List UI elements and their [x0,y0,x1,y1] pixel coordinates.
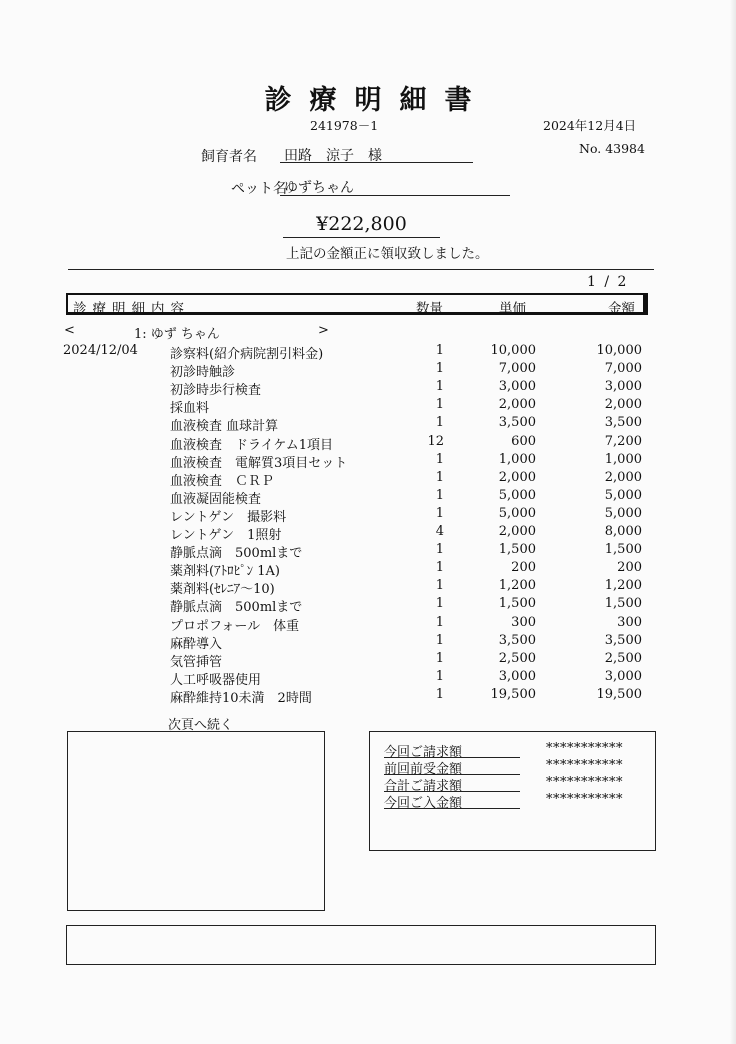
row-amount: 1,000 [604,451,642,467]
row-unit-price: 3,000 [498,668,536,684]
row-name: プロポフォール 体重 [170,618,300,634]
row-amount: 7,200 [604,433,642,449]
row-name: 採血料 [170,401,210,417]
section-left-arrow: < [64,323,75,338]
header-qty: 数量 [416,301,443,317]
row-unit-price: 1,200 [498,578,536,594]
page-number: 1 / 2 [587,274,629,290]
summary-row [384,741,644,758]
summary-row [384,792,644,809]
row-name: 人工呼吸器使用 [170,672,262,688]
table-row [0,379,736,397]
row-name: レントゲン 撮影料 [170,509,287,525]
row-qty: 1 [435,596,444,612]
row-unit-price: 2,000 [498,524,536,539]
row-unit-price: 1,500 [498,596,536,612]
row-unit-price: 3,000 [498,379,536,395]
row-amount: 1,500 [604,596,642,612]
row-qty: 1 [435,361,444,377]
row-name: 血液検査 ＣＲＰ [170,473,275,489]
table-row [0,434,736,452]
row-qty: 1 [435,415,444,431]
row-name: 診察料(紹介病院割引料金) [170,347,324,362]
row-amount: 3,000 [604,379,642,395]
summary-label: 今回ご請求額 [384,741,520,758]
table-row [0,651,736,669]
row-name: 血液検査 電解質3項目セット [170,455,348,471]
summary-label: 合計ご請求額 [384,775,520,792]
table-row [0,415,736,433]
row-name: 薬剤料(ｱﾄﾛﾋﾟﾝ 1A) [170,564,280,580]
table-row [0,578,736,596]
row-name: 静脈点滴 500mlまで [170,600,303,616]
summary-row [384,758,644,775]
issue-date: 2024年12月4日 [543,118,637,133]
row-amount: 2,000 [604,397,642,413]
row-date: 2024/12/04 [63,343,138,358]
row-amount: 7,000 [604,361,642,377]
summary-value: *********** [546,775,623,790]
row-qty: 1 [435,668,444,684]
summary-value: *********** [546,758,623,773]
table-row [0,596,736,614]
table-row [0,397,736,415]
remarks-box [67,731,325,911]
row-qty: 1 [435,451,444,467]
row-qty: 1 [435,686,444,702]
owner-name-field [280,145,473,163]
row-qty: 1 [435,560,444,576]
table-row [0,560,736,578]
table-row [0,615,736,633]
row-name: 初診時歩行検査 [170,383,262,399]
receipt-text: 上記の金額正に領収致しました。 [286,246,489,262]
table-row [0,633,736,651]
row-qty: 1 [435,343,444,358]
row-name: レントゲン 1照射 [170,528,282,543]
row-qty: 1 [435,578,444,594]
row-name: 麻酔導入 [170,636,223,652]
summary-row [384,775,644,792]
row-qty: 1 [435,379,444,395]
row-amount: 19,500 [596,686,642,702]
row-unit-price: 7,000 [498,361,536,377]
row-amount: 10,000 [596,343,642,358]
table-row [0,669,736,687]
row-qty: 1 [435,487,444,503]
row-amount: 3,500 [604,632,642,648]
row-amount: 300 [617,614,642,630]
row-name: 血液検査 ドライケム1項目 [170,437,333,453]
pet-name-field [280,177,510,196]
row-unit-price: 300 [511,614,536,630]
row-unit-price: 600 [511,433,536,449]
row-qty: 1 [435,614,444,630]
row-unit-price: 3,500 [498,632,536,648]
row-amount: 2,000 [604,469,642,485]
pet-section-label: 1: ゆず ちゃん [134,327,220,342]
total-amount: ¥222,800 [283,213,440,238]
owner-name: 田路 涼子 様 [284,148,382,164]
table-row [0,488,736,506]
row-name: 血液凝固能検査 [170,491,262,507]
row-amount: 5,000 [604,487,642,503]
summary-box [369,731,656,851]
table-row [0,343,736,361]
row-unit-price: 5,000 [498,487,536,503]
table-row [0,524,736,542]
section-right-arrow: > [318,323,329,338]
row-unit-price: 200 [511,560,536,576]
table-row [0,687,736,705]
row-amount: 1,200 [604,578,642,594]
row-amount: 3,000 [604,668,642,684]
row-qty: 1 [435,632,444,648]
row-name: 静脈点滴 500mlまで [170,546,303,562]
row-unit-price: 10,000 [490,343,536,358]
pet-label: ペット名 [231,181,287,197]
row-qty: 1 [435,650,444,666]
summary-label: 前回前受金額 [384,758,520,775]
document-title: 診療明細書 [264,85,490,116]
row-unit-price: 5,000 [498,505,536,521]
row-qty: 1 [435,542,444,558]
row-name: 初診時触診 [170,365,236,381]
document-code: 241978－1 [310,118,379,133]
row-qty: 4 [435,524,444,539]
row-unit-price: 19,500 [490,686,536,702]
table-row [0,452,736,470]
table-row [0,470,736,488]
continued-note: 次頁へ続く [168,718,234,733]
document-number: No. 43984 [579,141,645,156]
row-amount: 3,500 [604,415,642,431]
row-qty: 1 [435,505,444,521]
footer-box [66,925,656,965]
row-amount: 200 [617,560,642,576]
row-qty: 12 [427,433,444,449]
summary-value: *********** [546,741,623,756]
row-amount: 2,500 [604,650,642,666]
row-qty: 1 [435,469,444,485]
row-amount: 8,000 [604,524,642,539]
row-name: 血液検査 血球計算 [170,419,279,435]
row-unit-price: 2,500 [498,650,536,666]
row-amount: 1,500 [604,542,642,558]
row-name: 気管挿管 [170,654,223,670]
row-qty: 1 [435,397,444,413]
row-unit-price: 1,500 [498,542,536,558]
table-row [0,361,736,379]
row-unit-price: 3,500 [498,415,536,431]
header-description: 診療明細内容 [73,301,190,317]
summary-label: 今回ご入金額 [384,792,520,809]
row-name: 薬剤料(ｾﾚﾆｱ～10) [170,582,275,598]
row-unit-price: 2,000 [498,469,536,485]
row-amount: 5,000 [604,505,642,521]
table-row [0,506,736,524]
row-unit-price: 1,000 [498,451,536,467]
summary-value: *********** [546,792,623,807]
divider [68,269,654,270]
table-row [0,542,736,560]
row-unit-price: 2,000 [498,397,536,413]
row-name: 麻酔維持10未満 2時間 [170,690,312,706]
owner-label: 飼育者名 [201,149,257,165]
pet-name: ゆずちゃん [284,180,354,196]
header-unit: 単価 [499,301,526,317]
header-amount: 金額 [608,301,635,317]
